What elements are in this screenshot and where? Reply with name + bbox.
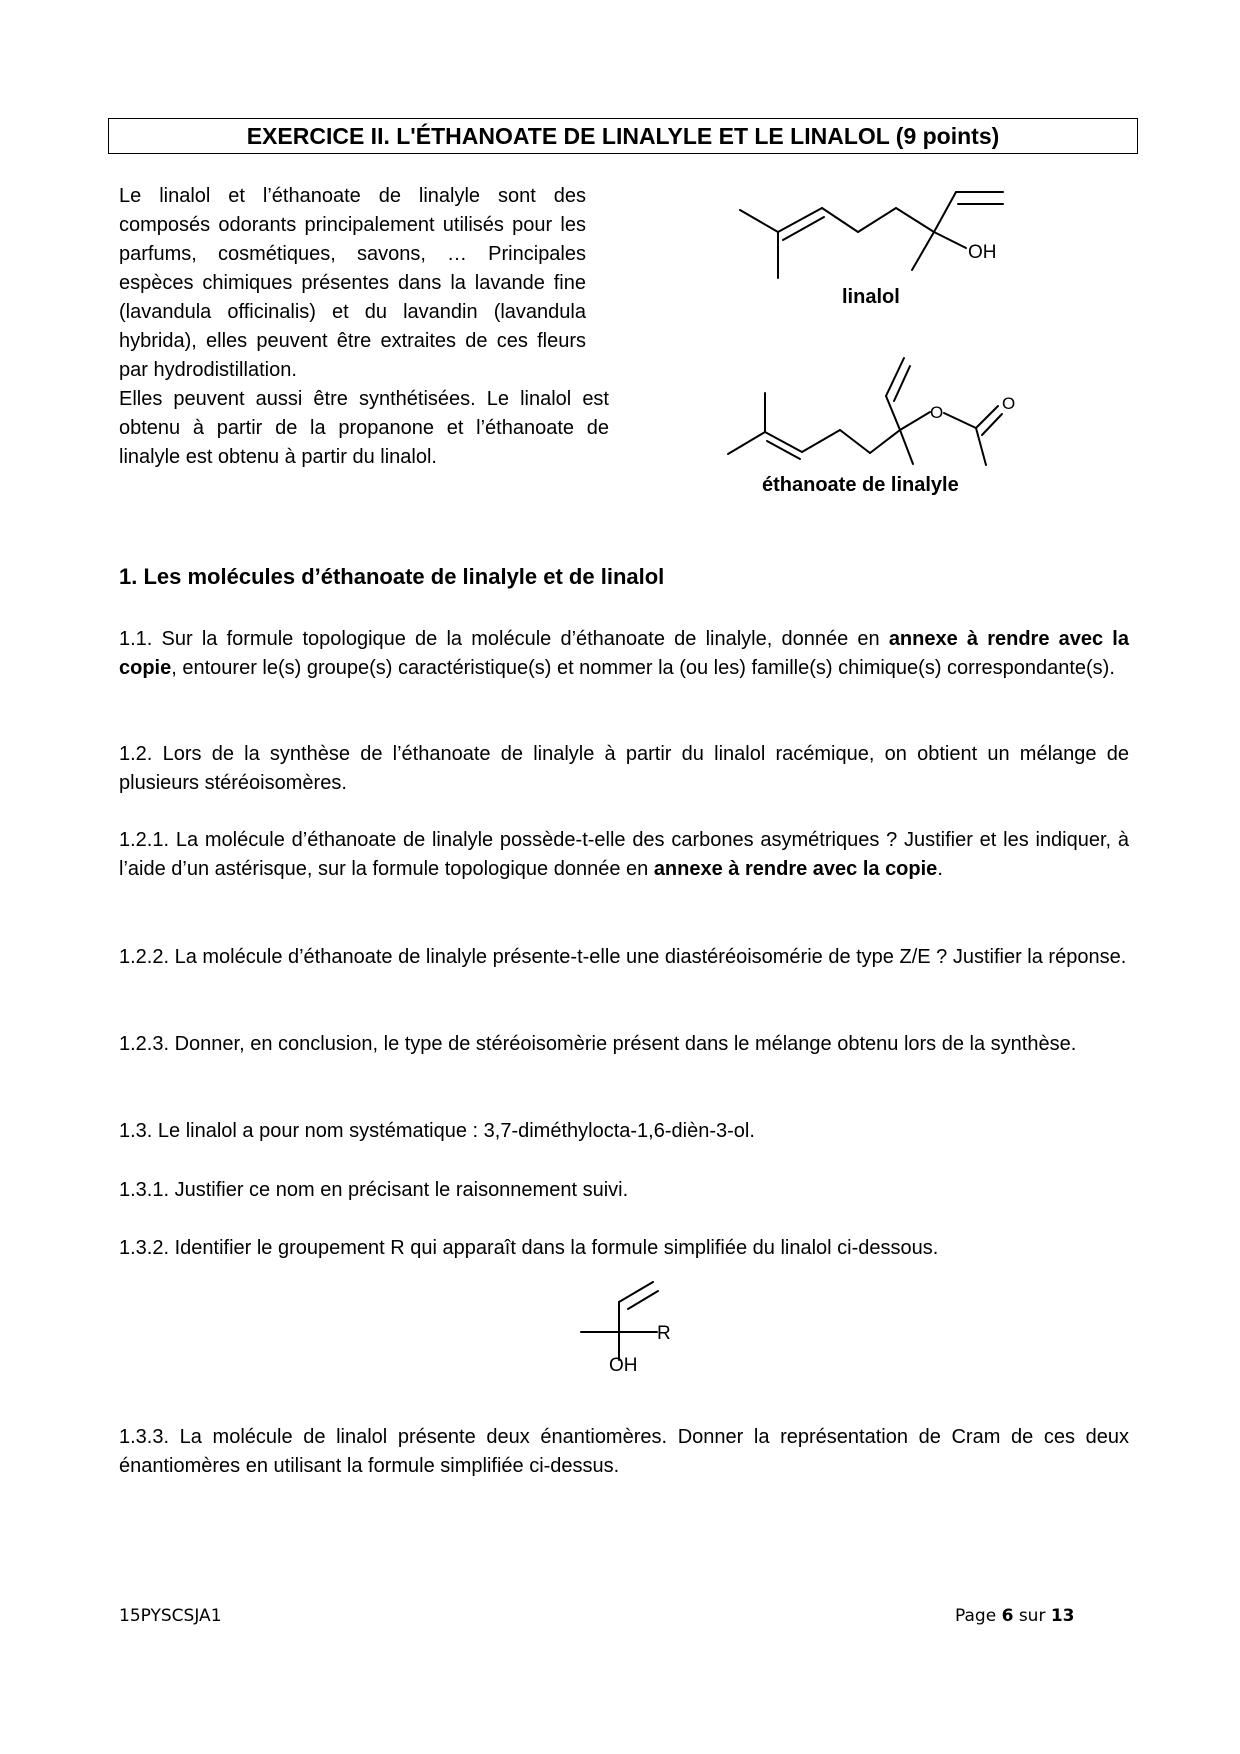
question-1-1-text-c: , entourer le(s) groupe(s) caractéristique(s) et nommer la (ou les) famille(s) chimique(s) correspondante(s). [171, 657, 1115, 679]
question-1-2: 1.2. Lors de la synthèse de l’éthanoate de linalyle à partir du linalol racémique, on obtient un mélange de plusieurs stéréoisomères. [119, 743, 1129, 794]
question-1-1-bold: annexe à rendre avec la copie [119, 628, 1129, 679]
footer-page-prefix: Page [955, 1606, 997, 1626]
section-1-heading: 1. Les molécules d’éthanoate de linalyle et de linalol [119, 564, 665, 589]
question-1-2-1 [119, 826, 1129, 884]
question-1-3-1: 1.3.1. Justifier ce nom en précisant le raisonnement suivi. [119, 1179, 629, 1201]
question-1-2-3: 1.2.3. Donner, en conclusion, le type de stéréoisomèrie présent dans le mélange obtenu lors de la synthèse. [119, 1033, 1077, 1055]
intro-paragraph-1: Le linalol et l’éthanoate de linalyle sont des composés odorants principalement utilisés pour les parfums, cosmétiques, savons, … Principales espèces chimiques présentes dans la lavande fine (lavandula officinalis) et du lavandin (lavandula hybrida), elles peuvent être extraites de ces fleurs par hydrodistillation. [119, 185, 586, 381]
r-group-label: R [657, 1323, 671, 1344]
footer-page-number [955, 1606, 1075, 1626]
footer-page-current: 6 [1001, 1606, 1014, 1626]
ethanoate-label: éthanoate de linalyle [762, 474, 959, 496]
footer-page-sep: sur [1018, 1606, 1046, 1626]
ethanoate-structure [720, 348, 1040, 470]
question-1-2-1-text-c: . [937, 858, 943, 880]
exercise-title: EXERCICE II. L'ÉTHANOATE DE LINALYLE ET LE LINALOL (9 points) [108, 118, 1138, 154]
linalol-oh-label: OH [968, 242, 997, 263]
question-1-2-1-bold: annexe à rendre avec la copie [653, 858, 938, 880]
intro-text [119, 182, 609, 472]
question-1-2-1-text-a: 1.2.1. La molécule d’éthanoate de linalyle possède-t-elle des carbones asymétriques ? Justifier et les indiquer, à l’aide d’un astérisque, sur la formule topologique donnée en [119, 829, 1129, 880]
question-1-1 [119, 625, 1129, 683]
footer-code: 15PYSCSJA1 [119, 1606, 222, 1626]
linalol-structure [720, 180, 1020, 280]
simplified-oh-label: OH [609, 1355, 638, 1372]
carbonyl-oxygen-label: O [1002, 394, 1016, 413]
linalol-label: linalol [842, 286, 900, 308]
intro-paragraph-2: Elles peuvent aussi être synthétisées. Le linalol est obtenu à partir de la propanone et l’éthanoate de linalyle est obtenu à partir du linalol. [119, 388, 609, 468]
question-1-1-text-a: 1.1. Sur la formule topologique de la molécule d’éthanoate de linalyle, donnée en [119, 628, 889, 650]
question-1-2-2: 1.2.2. La molécule d’éthanoate de linalyle présente-t-elle une diastéréoisomérie de type Z/E ? Justifier la réponse. [119, 946, 1127, 968]
ester-oxygen-label: O [930, 403, 944, 422]
question-1-3-2: 1.3.2. Identifier le groupement R qui apparaît dans la formule simplifiée du linalol ci-dessous. [119, 1237, 939, 1259]
question-1-3-3: 1.3.3. La molécule de linalol présente deux énantiomères. Donner la représentation de Cram de ces deux énantiomères en utilisant la formule simplifiée ci-dessus. [119, 1426, 1129, 1477]
simplified-linalol-structure [575, 1272, 685, 1372]
question-1-3: 1.3. Le linalol a pour nom systématique : 3,7-diméthylocta-1,6-dièn-3-ol. [119, 1120, 755, 1142]
footer-page-total: 13 [1050, 1606, 1075, 1626]
